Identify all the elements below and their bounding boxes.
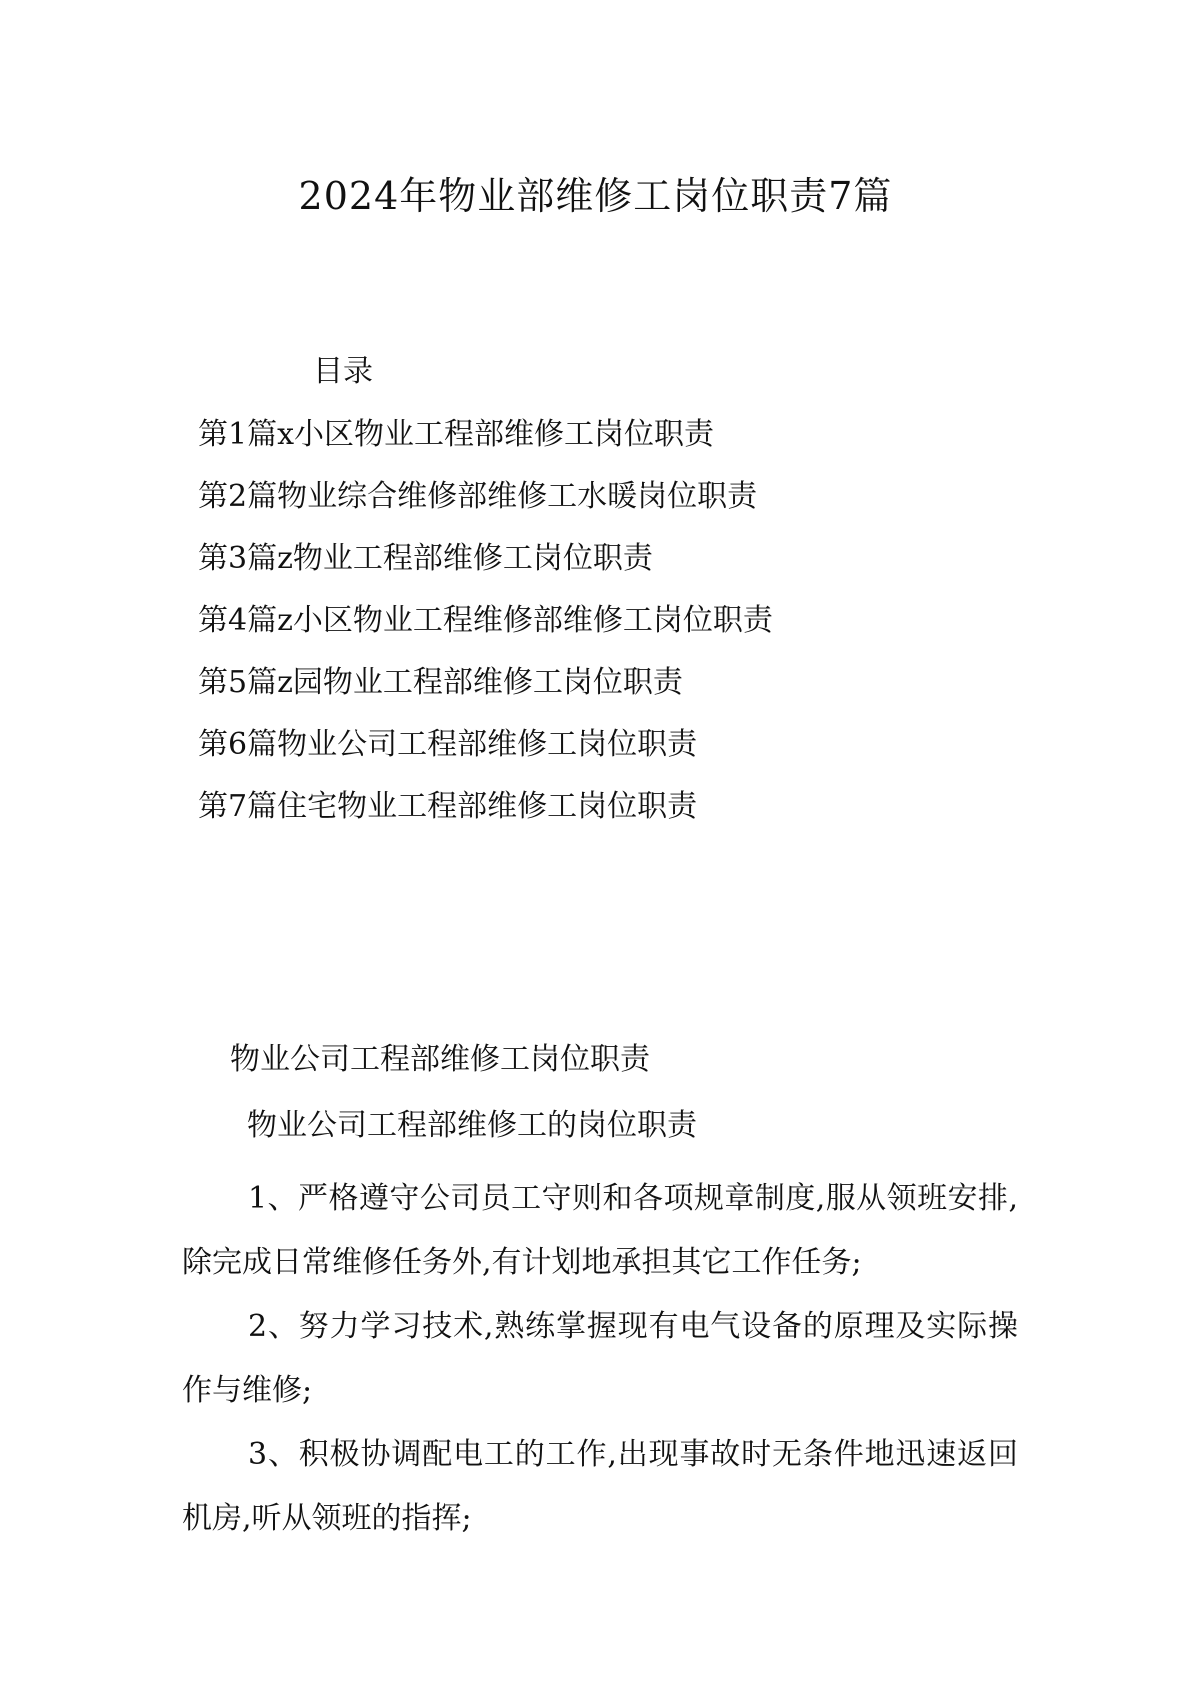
toc-item-2: 第2篇物业综合维修部维修工水暖岗位职责 (198, 479, 758, 514)
toc-item-4: 第4篇z小区物业工程维修部维修工岗位职责 (198, 603, 773, 638)
body-text (182, 1167, 1018, 1551)
section-title: 物业公司工程部维修工岗位职责 (230, 1042, 650, 1077)
paragraph-1: 1、严格遵守公司员工守则和各项规章制度,服从领班安排,除完成日常维修任务外,有计划地承担其它工作任务; (182, 1181, 1018, 1280)
paragraph-3: 3、积极协调配电工的工作,出现事故时无条件地迅速返回机房,听从领班的指挥; (182, 1437, 1018, 1536)
document-title: 2024年物业部维修工岗位职责7篇 (298, 174, 893, 218)
toc-item-1: 第1篇x小区物业工程部维修工岗位职责 (198, 417, 715, 452)
toc-item-3: 第3篇z物业工程部维修工岗位职责 (198, 541, 653, 576)
toc-item-5: 第5篇z园物业工程部维修工岗位职责 (198, 665, 683, 700)
section-subtitle: 物业公司工程部维修工的岗位职责 (247, 1108, 697, 1143)
table-of-contents (198, 415, 773, 849)
toc-item-6: 第6篇物业公司工程部维修工岗位职责 (198, 727, 698, 762)
paragraph-2: 2、努力学习技术,熟练掌握现有电气设备的原理及实际操作与维修; (182, 1309, 1018, 1408)
toc-heading: 目录 (313, 354, 373, 389)
toc-item-7: 第7篇住宅物业工程部维修工岗位职责 (198, 789, 698, 824)
